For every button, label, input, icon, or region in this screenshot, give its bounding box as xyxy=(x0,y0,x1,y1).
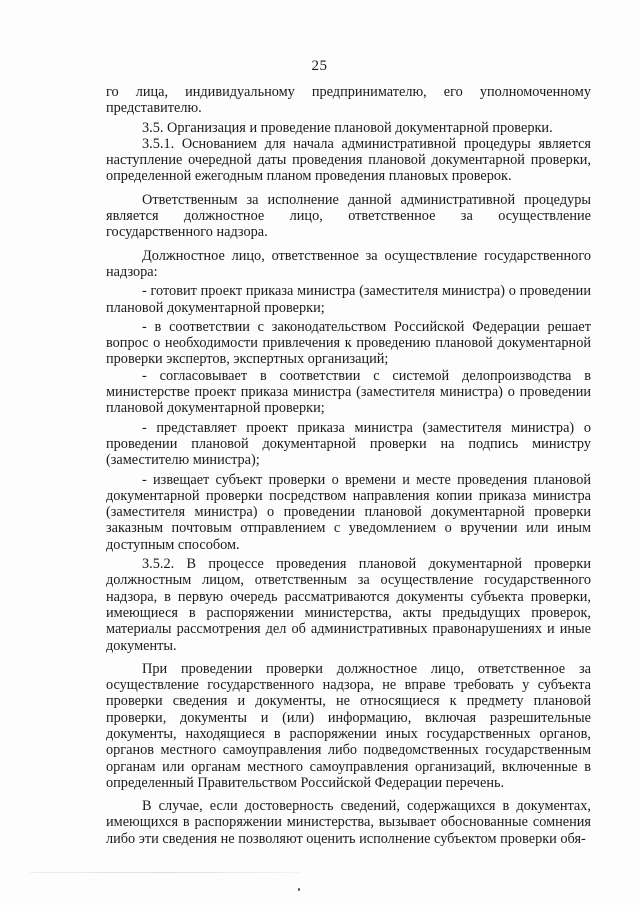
list-item-experts: - в соответствии с законодательством Российской Федерации решает вопрос о необходимости привлечения к проведению плановой документарной проверки экспертов, экспертных организаций; xyxy=(106,318,591,368)
paragraph-basis: 3.5.1. Основанием для начала административной процедуры является наступление очередной даты проведения плановой документарной проверки, определенной ежегодным планом проведения плановых проверок. xyxy=(106,135,591,185)
paragraph-review-process: 3.5.2. В процессе проведения плановой документарной проверки должностным лицом, ответственным за осуществление государственного надзора, в первую очередь рассматриваются документы субъекта проверки, имеющиеся в распоряжении министерства, акты предыдущих проверок, материалы рассмотрения дел об административных правонарушениях и иные документы. xyxy=(106,556,591,654)
paragraph-continuation: го лица, индивидуальному предпринимателю, его уполномоченному представителю. xyxy=(106,84,591,117)
document-body xyxy=(106,84,591,847)
page-number: 25 xyxy=(311,58,328,74)
list-item-submit-signature: - представляет проект приказа министра (заместителя министра) о проведении плановой документарной проверки на подпись министру (заместителю министра); xyxy=(106,419,591,469)
paragraph-responsible: Ответственным за исполнение данной административной процедуры является должностное лицо, ответственное за осуществление государственного надзора. xyxy=(106,191,591,241)
list-item-notify-subject: - извещает субъект проверки о времени и месте проведения плановой документарной проверки посредством направления копии приказа министра (заместителя министра) о проведении плановой документарной проверки заказным почтовым отправлением с уведомлением о вручении или иным доступным способом. xyxy=(106,471,591,553)
list-item-prepare-order: - готовит проект приказа министра (заместителя министра) о проведении плановой документарной проверки; xyxy=(106,283,591,316)
paragraph-official: Должностное лицо, ответственное за осуществление государственного надзора: xyxy=(106,247,591,280)
paragraph-doubts: В случае, если достоверность сведений, содержащихся в документах, имеющихся в распоряжении министерства, вызывает обоснованные сомнения либо эти сведения не позволяют оценить исполнение субъектом проверки обя- xyxy=(106,798,591,847)
paragraph-restrictions: При проведении проверки должностное лицо, ответственное за осуществление государственного надзора, не вправе требовать у субъекта проверки сведения и документы, не относящиеся к предмету плановой проверки, документы и (или) информацию, включая разрешительные документы, находящиеся в распоряжении иных государственных органов, органов местного самоуправления либо подведомственных государственным органам или органам местного самоуправления организаций, включенные в определенный Правительством Российской Федерации перечень. xyxy=(106,660,591,791)
list-item-coordinate: - согласовывает в соответствии с системой делопроизводства в министерстве проект приказа министра (заместителя министра) о проведении плановой документарной проверки; xyxy=(106,367,591,417)
scan-artifact-line xyxy=(30,872,300,873)
scan-artifact-speck xyxy=(298,888,300,891)
paragraph-section-heading: 3.5. Организация и проведение плановой документарной проверки. xyxy=(142,119,553,136)
